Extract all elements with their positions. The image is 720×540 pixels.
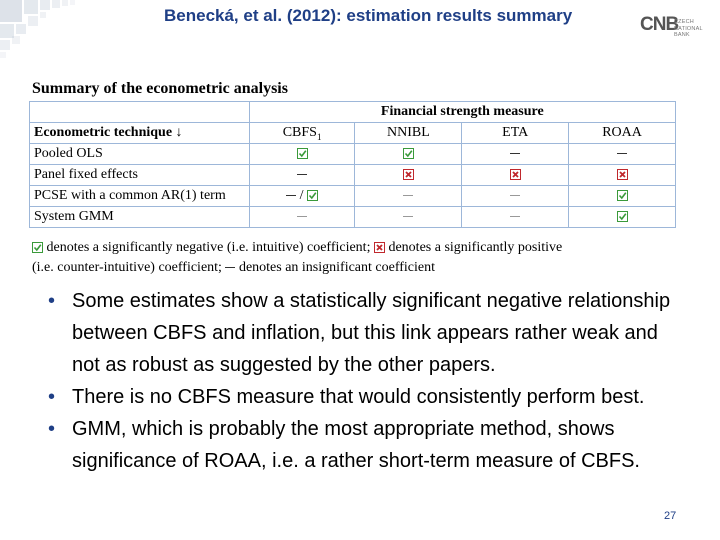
group-header: Financial strength measure bbox=[249, 102, 675, 123]
cell-dash bbox=[462, 207, 569, 228]
cell-check bbox=[249, 144, 355, 165]
check-icon bbox=[307, 190, 318, 201]
cross-icon bbox=[403, 169, 414, 180]
table-group-header-row bbox=[30, 102, 676, 123]
cell-dash bbox=[249, 165, 355, 186]
bullet-dot-icon: • bbox=[48, 418, 56, 440]
dash-icon bbox=[286, 195, 296, 196]
legend-line2: (i.e. counter-intuitive) coefficient; bbox=[32, 260, 222, 275]
slash-separator: / bbox=[299, 188, 304, 203]
check-icon bbox=[617, 211, 628, 222]
bullet-list bbox=[48, 285, 678, 477]
dash-icon bbox=[403, 195, 413, 196]
technique-header-label: Econometric technique bbox=[34, 125, 173, 140]
table-row bbox=[30, 207, 676, 228]
bullet-item bbox=[48, 381, 678, 413]
cell-dash bbox=[462, 144, 569, 165]
corner-pattern-decoration bbox=[0, 0, 150, 60]
bullet-text: There is no CBFS measure that would consistently perform best. bbox=[72, 386, 645, 408]
row-label: System GMM bbox=[30, 207, 250, 228]
dash-icon bbox=[510, 153, 520, 154]
column-header-nnibl: NNIBL bbox=[355, 123, 462, 144]
row-label: Panel fixed effects bbox=[30, 165, 250, 186]
logo-abbr: CNB bbox=[640, 14, 679, 35]
cell-check bbox=[569, 186, 676, 207]
cell-dash bbox=[249, 207, 355, 228]
results-table bbox=[29, 101, 676, 228]
cell-dash bbox=[462, 186, 569, 207]
dash-icon bbox=[510, 195, 520, 196]
bullet-dot-icon: • bbox=[48, 290, 56, 312]
legend-dash-text: denotes an insignificant coefficient bbox=[238, 260, 435, 275]
dash-icon bbox=[297, 216, 307, 217]
cell-dash bbox=[355, 186, 462, 207]
column-header-eta: ETA bbox=[462, 123, 569, 144]
check-icon bbox=[403, 148, 414, 159]
cross-icon bbox=[617, 169, 628, 180]
cross-icon bbox=[374, 242, 385, 253]
dash-icon bbox=[225, 267, 235, 268]
table-row bbox=[30, 144, 676, 165]
bullet-item bbox=[48, 413, 678, 477]
cbfs-subscript: 1 bbox=[316, 131, 322, 142]
slide-title: Benecká, et al. (2012): estimation results summary bbox=[164, 6, 573, 25]
table-legend bbox=[32, 238, 672, 278]
bullet-dot-icon: • bbox=[48, 386, 56, 408]
check-icon bbox=[617, 190, 628, 201]
cross-icon bbox=[510, 169, 521, 180]
table-row bbox=[30, 165, 676, 186]
table-caption: Summary of the econometric analysis bbox=[32, 80, 288, 97]
logo-line2: NATIONAL BANK bbox=[674, 26, 703, 38]
technique-header bbox=[30, 123, 250, 144]
table-row bbox=[30, 186, 676, 207]
check-icon bbox=[297, 148, 308, 159]
dash-icon bbox=[403, 216, 413, 217]
cell-dash-check bbox=[249, 186, 355, 207]
down-arrow-icon: ↓ bbox=[175, 125, 183, 140]
dash-icon bbox=[297, 174, 307, 175]
cell-cross bbox=[569, 165, 676, 186]
column-header-cbfs bbox=[249, 123, 355, 144]
table-header-row bbox=[30, 123, 676, 144]
cell-cross bbox=[355, 165, 462, 186]
empty-cell bbox=[30, 102, 250, 123]
cell-dash bbox=[355, 207, 462, 228]
check-icon bbox=[32, 242, 43, 253]
legend-check-text: denotes a significantly negative (i.e. intuitive) coefficient; bbox=[46, 240, 371, 255]
bullet-item bbox=[48, 285, 678, 381]
logo-line1: CZECH bbox=[674, 19, 694, 25]
column-header-roaa: ROAA bbox=[569, 123, 676, 144]
cell-check bbox=[569, 207, 676, 228]
cnb-logo bbox=[640, 14, 703, 44]
dash-icon bbox=[510, 216, 520, 217]
legend-cross-text: denotes a significantly positive bbox=[388, 240, 563, 255]
cell-check bbox=[355, 144, 462, 165]
page-number: 27 bbox=[664, 510, 677, 522]
row-label: Pooled OLS bbox=[30, 144, 250, 165]
column-header-label: CBFS bbox=[282, 124, 317, 140]
cell-cross bbox=[462, 165, 569, 186]
dash-icon bbox=[617, 153, 627, 154]
bullet-text: GMM, which is probably the most appropriate method, shows significance of ROAA, i.e. a rather short-term measure of CBFS. bbox=[72, 418, 640, 472]
bullet-text: Some estimates show a statistically significant negative relationship between CBFS and inflation, but this link appears rather weak and not as robust as suggested by the other papers. bbox=[72, 290, 671, 376]
row-label: PCSE with a common AR(1) term bbox=[30, 186, 250, 207]
cell-dash bbox=[569, 144, 676, 165]
